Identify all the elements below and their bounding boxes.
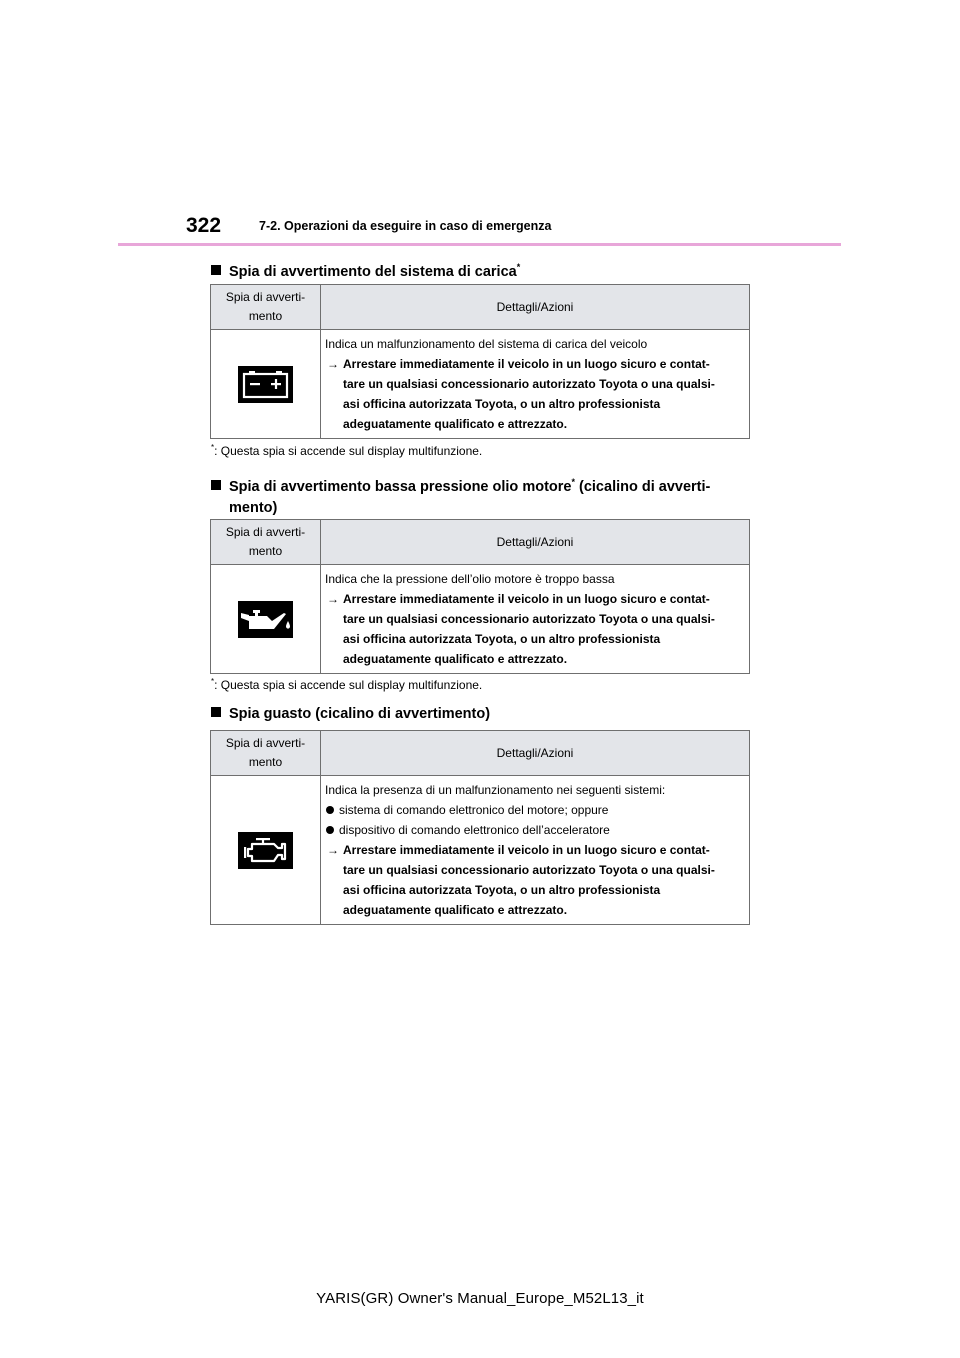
charging-warning-table xyxy=(210,284,750,439)
table-header-row xyxy=(211,731,750,776)
description-text: Indica che la pressione dell’olio motore è troppo bassa xyxy=(325,572,615,586)
action-instruction: → Arrestare immediatamente il veicolo in un luogo sicuro e contat- tare un qualsiasi concessionario autorizzato Toyota o una qualsi- asi officina autorizzata Toyota, o un altro professionista adeguatamente qualificato e attrezzato. xyxy=(325,589,744,669)
heading-malfunction: Spia guasto (cicalino di avvertimento) xyxy=(211,704,490,725)
list-item: sistema di comando elettronico del motore; oppure xyxy=(325,800,744,820)
column-header-details: Dettagli/Azioni xyxy=(321,731,750,776)
square-bullet-icon xyxy=(211,480,221,490)
list-item: dispositivo di comando elettronico dell’acceleratore xyxy=(325,820,744,840)
details-cell xyxy=(321,565,750,674)
table-header-row xyxy=(211,520,750,565)
arrow-icon: → xyxy=(327,357,339,371)
action-instruction: → Arrestare immediatamente il veicolo in un luogo sicuro e contat- tare un qualsiasi concessionario autorizzato Toyota o una qualsi- asi officina autorizzata Toyota, o un altro professionista adeguatamente qualificato e attrezzato. xyxy=(325,840,744,920)
arrow-icon: → xyxy=(327,843,339,857)
heading-oil-pressure: Spia di avvertimento bassa pressione olio motore* (cicalino di avverti- mento) xyxy=(211,472,710,519)
details-cell xyxy=(321,330,750,439)
header-divider xyxy=(118,243,841,246)
bullet-dot-icon xyxy=(326,826,334,834)
description-text: Indica un malfunzionamento del sistema di carica del veicolo xyxy=(325,337,648,351)
table-row xyxy=(211,565,750,674)
table-row xyxy=(211,776,750,925)
oil-can-icon xyxy=(238,601,293,638)
malfunction-warning-table xyxy=(210,730,750,925)
square-bullet-icon xyxy=(211,707,221,717)
description-text: Indica la presenza di un malfunzionamento nei seguenti sistemi: xyxy=(325,783,666,797)
column-header-light: Spia di avverti- mento xyxy=(211,520,321,565)
footnote-charging: *: Questa spia si accende sul display multifunzione. xyxy=(211,443,483,458)
section-title: 7-2. Operazioni da eseguire in caso di emergenza xyxy=(259,219,552,233)
column-header-details: Dettagli/Azioni xyxy=(321,520,750,565)
table-header-row xyxy=(211,285,750,330)
square-bullet-icon xyxy=(211,265,221,275)
action-instruction: → Arrestare immediatamente il veicolo in un luogo sicuro e contat- tare un qualsiasi concessionario autorizzato Toyota o una qualsi- asi officina autorizzata Toyota, o un altro professionista adeguatamente qualificato e attrezzato. xyxy=(325,354,744,434)
engine-icon xyxy=(238,832,293,869)
light-cell xyxy=(211,565,321,674)
light-cell xyxy=(211,776,321,925)
column-header-light: Spia di avverti- mento xyxy=(211,285,321,330)
page-number: 322 xyxy=(186,214,222,237)
arrow-icon: → xyxy=(327,592,339,606)
oil-pressure-warning-table xyxy=(210,519,750,674)
footnote-oil-pressure: *: Questa spia si accende sul display multifunzione. xyxy=(211,677,483,692)
details-cell xyxy=(321,776,750,925)
light-cell xyxy=(211,330,321,439)
footer-manual-id: YARIS(GR) Owner's Manual_Europe_M52L13_it xyxy=(316,1290,644,1307)
heading-charging-system: Spia di avvertimento del sistema di carica* xyxy=(211,257,520,283)
column-header-light: Spia di avverti- mento xyxy=(211,731,321,776)
table-row xyxy=(211,330,750,439)
column-header-details: Dettagli/Azioni xyxy=(321,285,750,330)
bullet-dot-icon xyxy=(326,806,334,814)
battery-icon xyxy=(238,366,293,403)
